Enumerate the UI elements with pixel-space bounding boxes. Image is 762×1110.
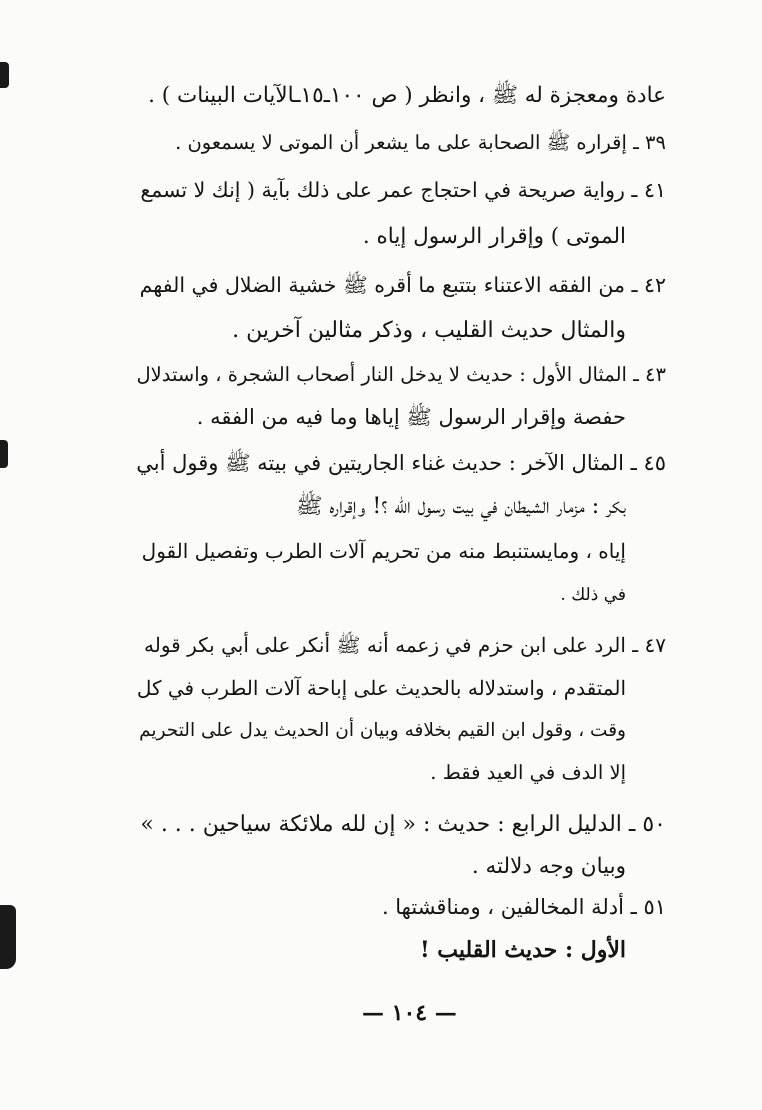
scan-mark-bottom (0, 905, 16, 969)
text-line-16: إلا الدف في العيد فقط . (430, 761, 626, 784)
text-line-8: حفصة وإقرار الرسول ﷺ إياها وما فيه من الفقه . (196, 405, 626, 429)
text-line-7: ٤٣ ـ المثال الأول : حديث لا يدخل النار أصحاب الشجرة ، واستدلال (136, 363, 666, 386)
text-line-12: في ذلك . (560, 585, 626, 605)
text-line-19: ٥١ ـ أدلة المخالفين ، ومناقشتها . (381, 895, 666, 919)
text-line-1: عادة ومعجزة له ﷺ ، وانظر ( ص ١٠٠ـ١٥ـالآيات البينات ) . (148, 83, 666, 108)
text-line-2: ٣٩ ـ إقراره ﷺ الصحابة على ما يشعر أن الموتى لا يسمعون . (175, 131, 666, 154)
text-line-5: ٤٢ ـ من الفقه الاعتناء بتتبع ما أقره ﷺ خشية الضلال في الفهم (139, 273, 666, 297)
scan-mark-top (0, 62, 9, 88)
text-line-6: والمثال حديث القليب ، وذكر مثالين آخرين . (232, 318, 626, 343)
text-line-17: ٥٠ ـ الدليل الرابع : حديث : « إن لله ملائكة سياحين . . . » (140, 812, 666, 837)
text-line-13: ٤٧ ـ الرد على ابن حزم في زعمه أنه ﷺ أنكر على أبي بكر قوله (144, 633, 666, 657)
text-line-3: ٤١ ـ رواية صريحة في احتجاج عمر على ذلك بآية ( إنك لا تسمع (140, 178, 666, 202)
text-line-15: وقت ، وقول ابن القيم بخلافه وبيان أن الحديث يدل على التحريم (139, 720, 626, 741)
page-number: — ١٠٤ — (362, 1000, 457, 1026)
text-line-11: إياه ، ومايستنبط منه من تحريم آلات الطرب وتفصيل القول (141, 539, 626, 563)
text-line-9: ٤٥ ـ المثال الآخر : حديث غناء الجاريتين في بيته ﷺ وقول أبي (136, 451, 666, 475)
text-line-4: الموتى ) وإقرار الرسول إياه . (362, 224, 626, 249)
text-line-20: الأول : حديث القليب ! (419, 937, 626, 963)
text-line-18: وبيان وجه دلالته . (471, 854, 626, 879)
scan-mark-middle (0, 440, 8, 468)
text-line-10: بكر : مزمار الشيطان في بيت رسول الله ؟! وإقراره ﷺ (295, 494, 626, 519)
text-line-14: المتقدم ، واستدلاله بالحديث على إباحة آلات الطرب في كل (136, 676, 626, 700)
